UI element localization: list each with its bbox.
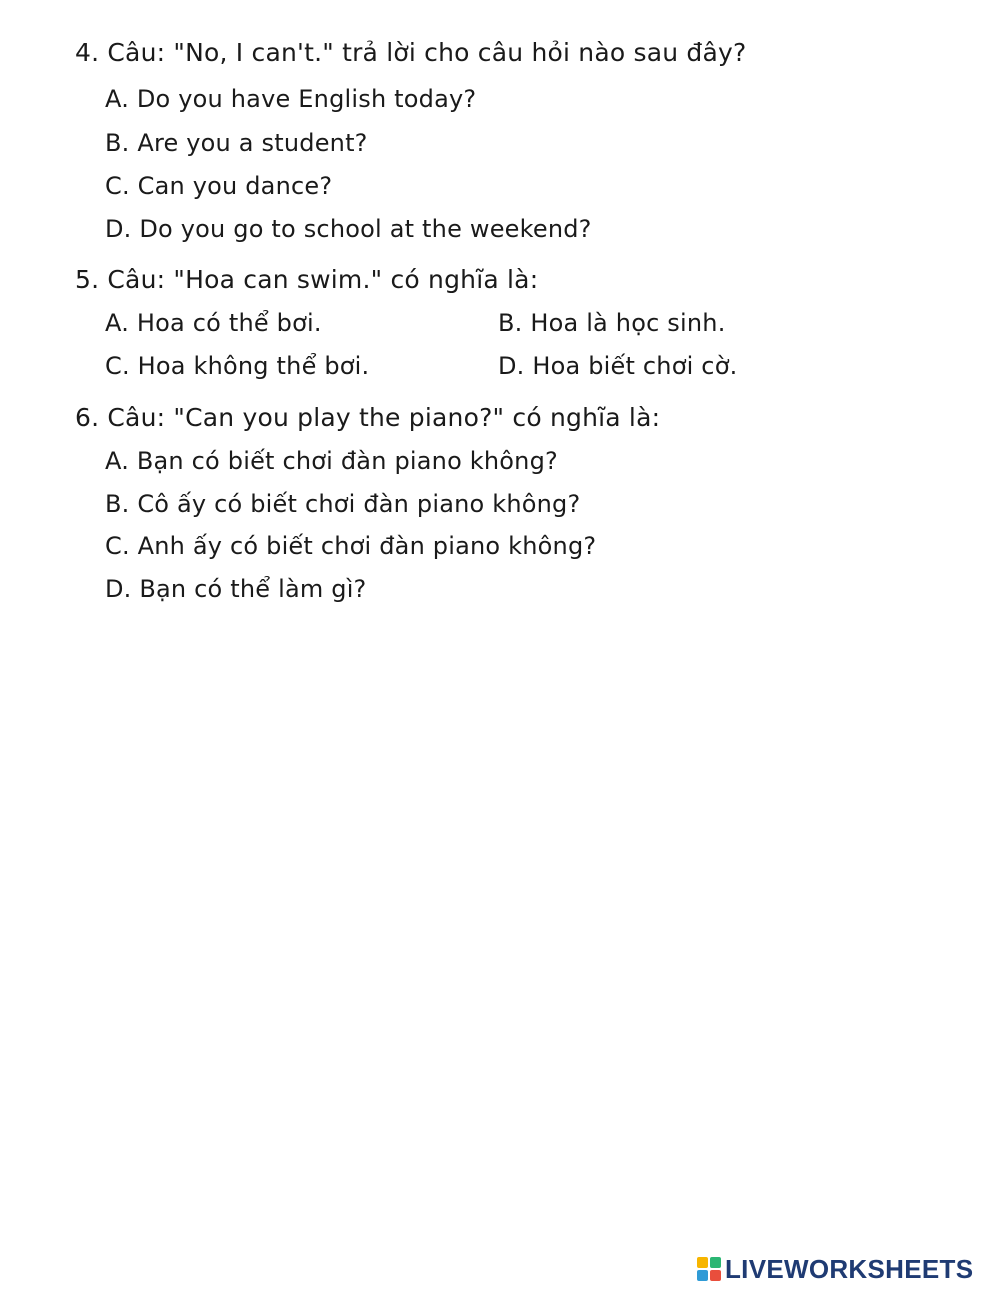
question-5-text: 5. Câu: "Hoa can swim." có nghĩa là: (75, 265, 539, 294)
question-6-option-a[interactable]: A. Bạn có biết chơi đàn piano không? (105, 447, 558, 475)
question-5-option-c[interactable]: C. Hoa không thể bơi. (105, 352, 370, 380)
question-6-option-b[interactable]: B. Cô ấy có biết chơi đàn piano không? (105, 490, 581, 518)
logo-square-1 (697, 1257, 708, 1268)
logo-square-4 (710, 1270, 721, 1281)
question-4-option-a[interactable]: A. Do you have English today? (105, 85, 477, 113)
question-6-option-c[interactable]: C. Anh ấy có biết chơi đàn piano không? (105, 532, 597, 560)
logo-square-2 (710, 1257, 721, 1268)
question-4-option-c[interactable]: C. Can you dance? (105, 172, 333, 200)
liveworksheets-logo (697, 1253, 973, 1285)
logo-text: LIVEWORKSHEETS (725, 1253, 974, 1284)
logo-square-3 (697, 1270, 708, 1281)
question-5-option-b[interactable]: B. Hoa là học sinh. (498, 309, 726, 337)
question-6-option-d[interactable]: D. Bạn có thể làm gì? (105, 575, 367, 603)
logo-grid-icon (697, 1257, 721, 1281)
question-4-text: 4. Câu: "No, I can't." trả lời cho câu hỏi nào sau đây? (75, 38, 747, 67)
question-5-option-a[interactable]: A. Hoa có thể bơi. (105, 309, 322, 337)
question-6-text: 6. Câu: "Can you play the piano?" có nghĩa là: (75, 403, 661, 432)
question-4-option-d[interactable]: D. Do you go to school at the weekend? (105, 215, 592, 243)
question-5-option-d[interactable]: D. Hoa biết chơi cờ. (498, 352, 738, 380)
question-4-option-b[interactable]: B. Are you a student? (105, 129, 368, 157)
